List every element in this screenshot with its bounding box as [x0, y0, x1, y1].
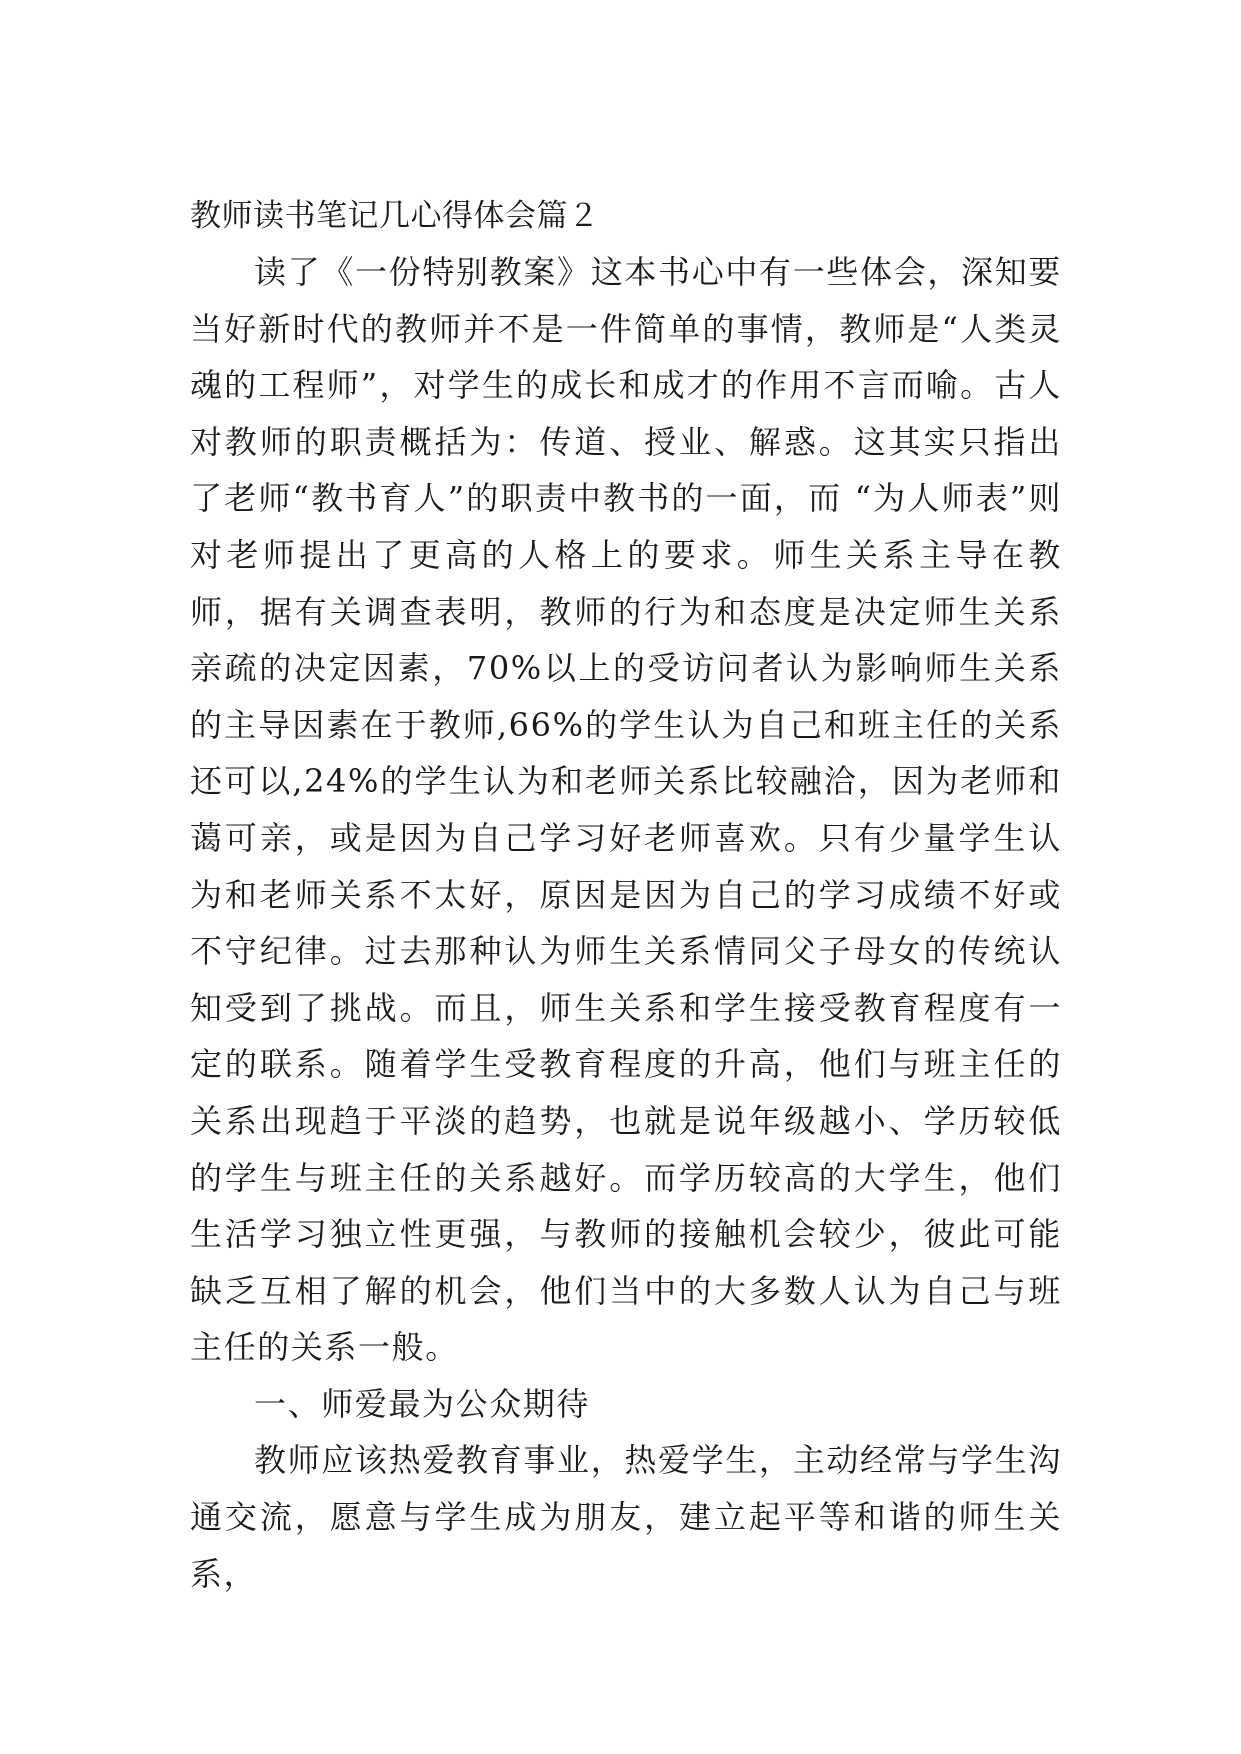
- section-paragraph: 教师应该热爱教育事业，热爱学生，主动经常与学生沟通交流，愿意与学生成为朋友，建立起平等和谐的师生关系，: [190, 1441, 1062, 1593]
- body-paragraph: 读了《一份特别教案》这本书心中有一些体会，深知要当好新时代的教师并不是一件简单的事情，教师是“人类灵魂的工程师”，对学生的成长和成才的作用不言而喻。古人对教师的职责概括为：传道、授业、解惑。这其实只指出了老师“教书育人”的职责中教书的一面，而 “为人师表”则对老师提出了更高的人格上的要求。师生关系主导在教师，据有关调查表明，教师的行为和态度是决定师生关系亲疏的决定因素，70%以上的受访问者认为影响师生关系的主导因素在于教师,66%的学生认为自己和班主任的关系还可以,24%的学生认为和老师关系比较融洽，因为老师和蔼可亲，或是因为自己学习好老师喜欢。只有少量学生认为和老师关系不太好，原因是因为自己的学习成绩不好或不守纪律。过去那种认为师生关系情同父子母女的传统认知受到了挑战。而且，师生关系和学生接受教育程度有一定的联系。随着学生受教育程度的升高，他们与班主任的关系出现趋于平淡的趋势，也就是说年级越小、学历较低的学生与班主任的关系越好。而学历较高的大学生，他们生活学习独立性更强，与教师的接触机会较少，彼此可能缺乏互相了解的机会，他们当中的大多数人认为自己与班主任的关系一般。: [190, 253, 1062, 1367]
- document-body: [190, 188, 1062, 1602]
- document-title: 教师读书笔记几心得体会篇２: [190, 198, 600, 234]
- section-heading: 一、师爱最为公众期待: [254, 1384, 591, 1423]
